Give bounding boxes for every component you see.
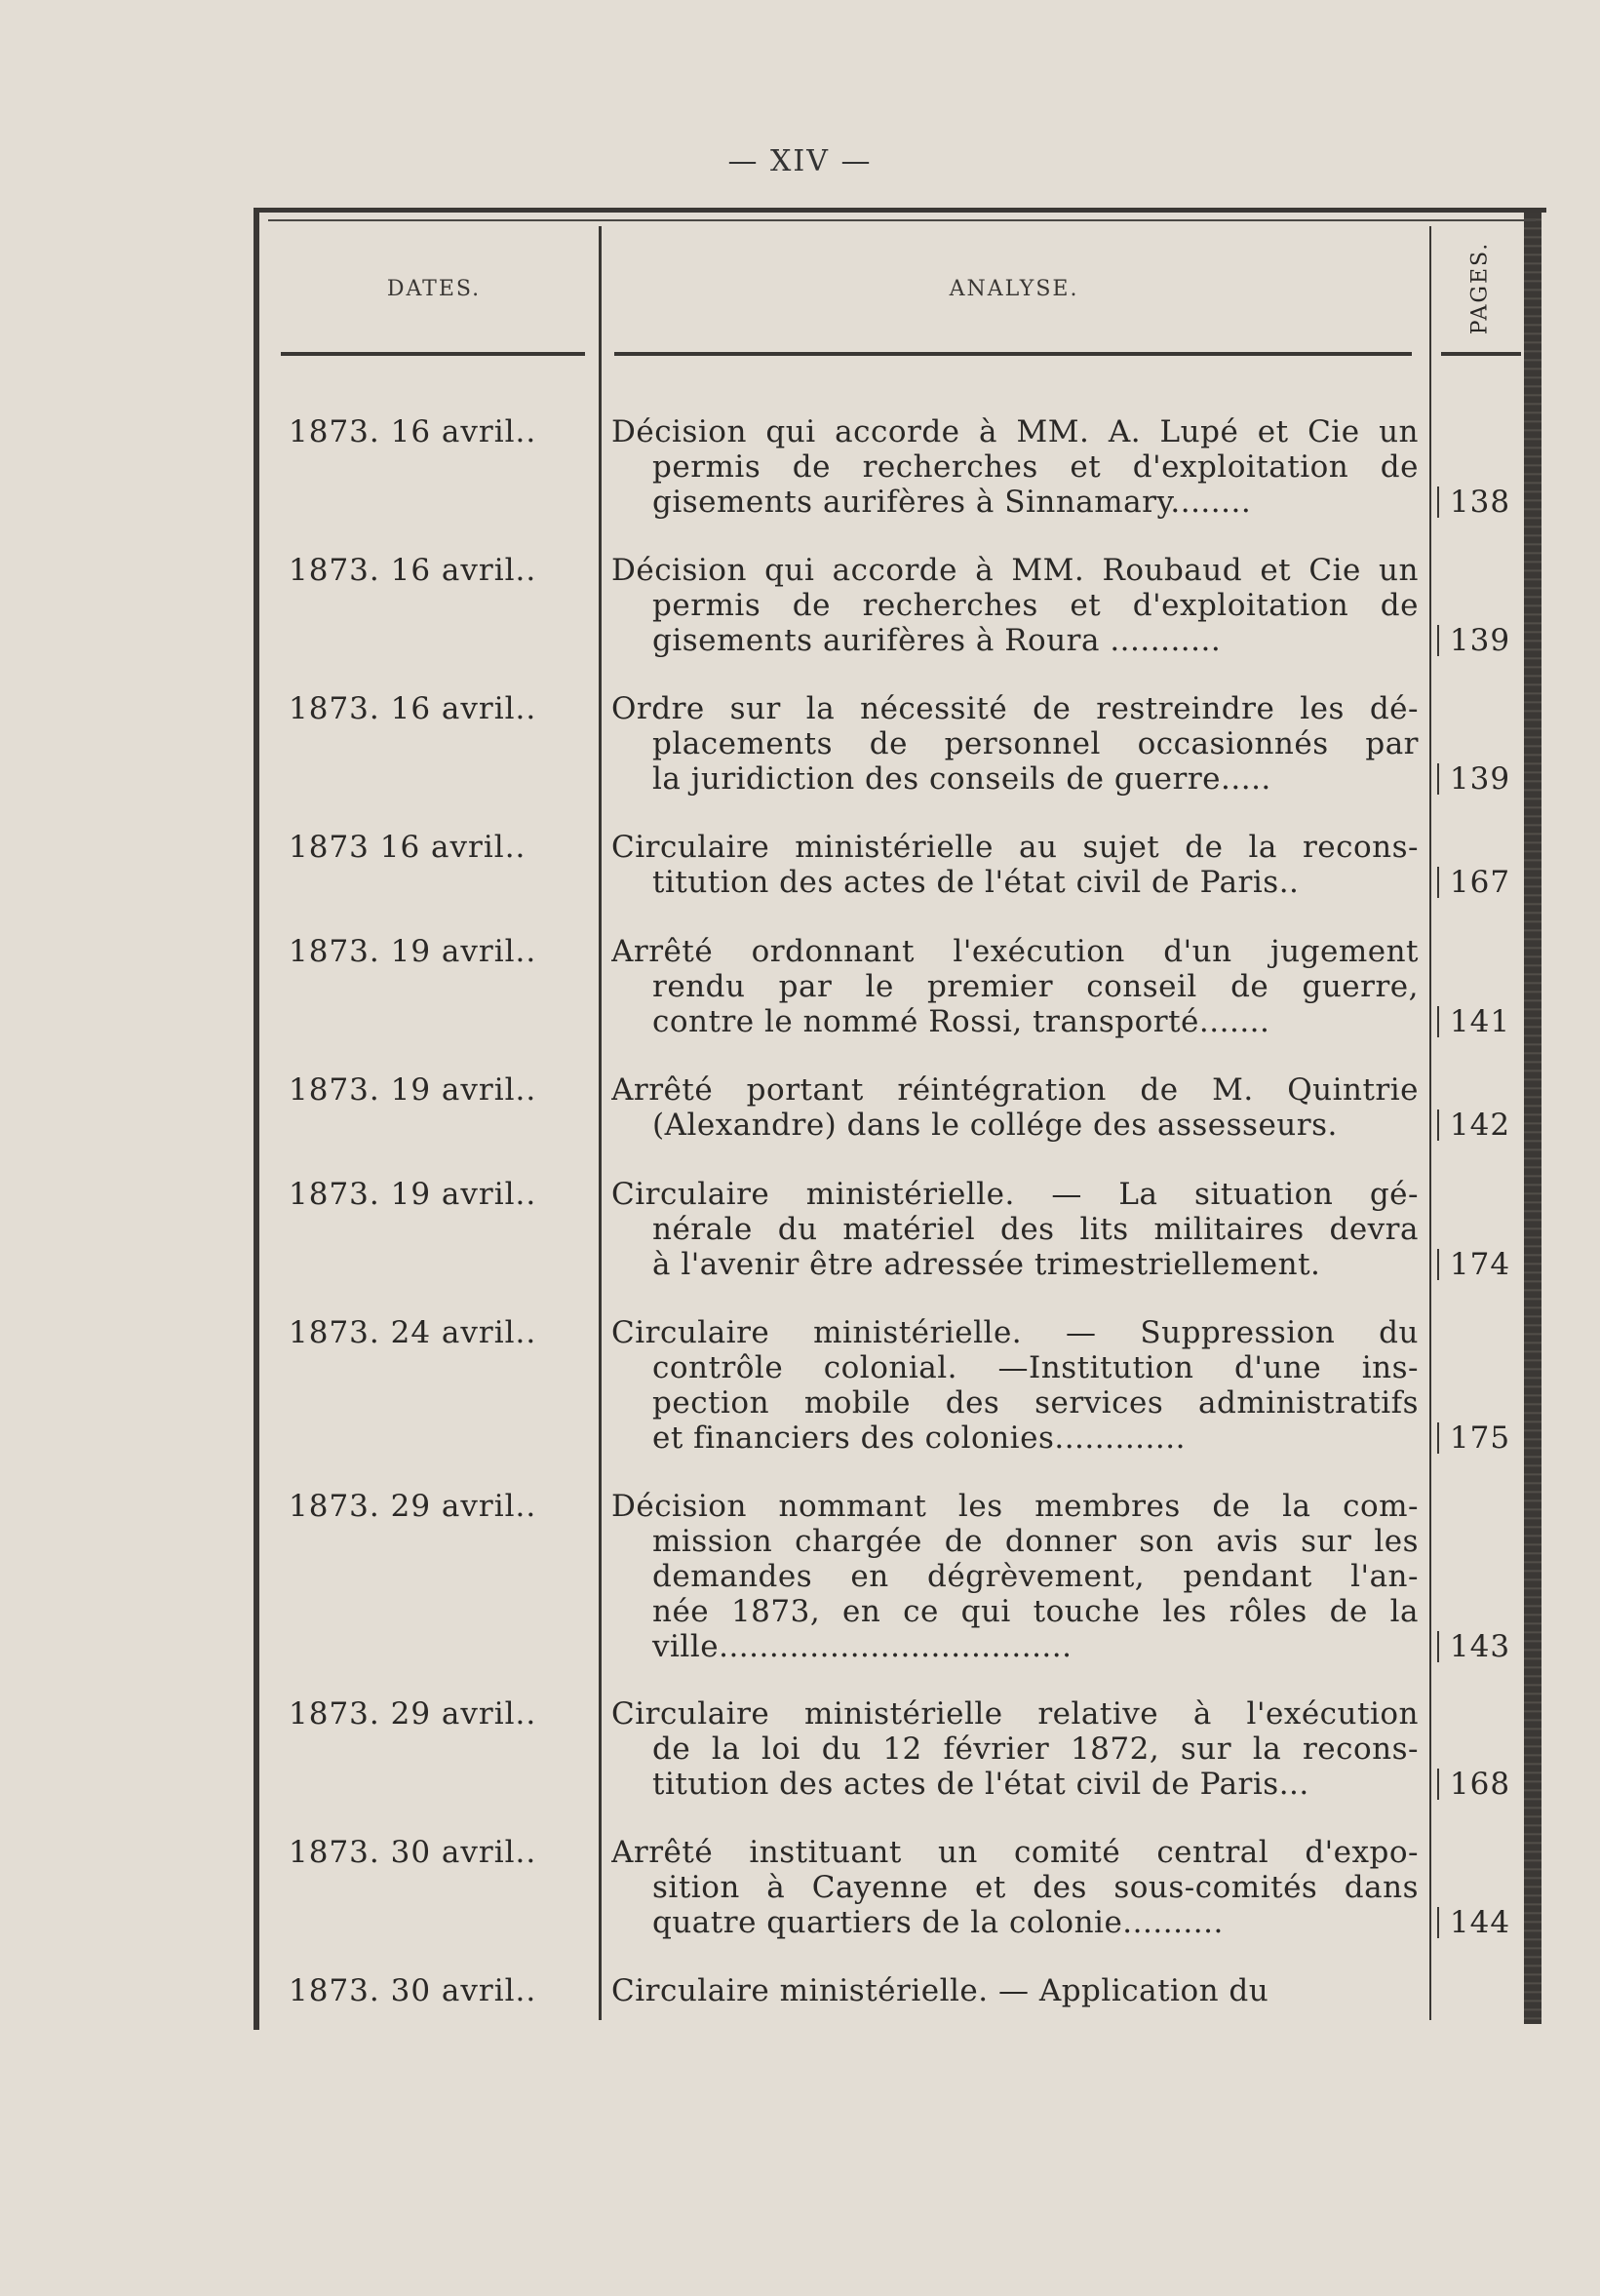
entry-date: 1873. 29 avril.. xyxy=(289,1489,537,1524)
analysis-line: Circulaire ministérielle. — Application du xyxy=(611,1973,1269,2008)
analysis-line: ville................................... xyxy=(652,1629,1073,1664)
analysis-line: contre le nommé Rossi, transporté....... xyxy=(652,1004,1270,1039)
entry-page-number: 139 xyxy=(1443,623,1517,658)
analysis-line: Circulaire ministérielle relative à l'exécution xyxy=(611,1696,1419,1732)
entry-page-number: 175 xyxy=(1443,1420,1517,1456)
entry-date: 1873. 19 avril.. xyxy=(289,1072,537,1108)
entry-analysis xyxy=(611,1973,1419,2008)
analysis-line: Circulaire ministérielle. — Suppression du xyxy=(611,1315,1419,1350)
analysis-line: Circulaire ministérielle au sujet de la recons- xyxy=(611,830,1419,865)
analyse-header: ANALYSE. xyxy=(949,277,1079,301)
entry-date: 1873. 29 avril.. xyxy=(289,1696,537,1732)
analysis-line: gisements aurifères à Roura ........... xyxy=(652,623,1222,658)
analysis-line: à l'avenir être adressée trimestriellement. xyxy=(652,1247,1321,1282)
entry-analysis xyxy=(611,830,1419,900)
analysis-line: permis de recherches et d'exploitation de xyxy=(652,588,1419,623)
analysis-line: titution des actes de l'état civil de Paris.. xyxy=(652,865,1300,900)
entry-analysis xyxy=(611,414,1419,520)
dates-header: DATES. xyxy=(386,277,482,301)
entry-page-number: 144 xyxy=(1443,1905,1517,1940)
entry-analysis xyxy=(611,1072,1419,1143)
analysis-line: la juridiction des conseils de guerre..... xyxy=(652,761,1271,797)
analysis-line: contrôle colonial. —Institution d'une ins- xyxy=(652,1350,1419,1385)
analysis-line: sition à Cayenne et des sous-comités dans xyxy=(652,1870,1419,1905)
entry-page-number: 141 xyxy=(1443,1004,1517,1039)
analysis-line: et financiers des colonies............. xyxy=(652,1420,1186,1456)
entry-date: 1873 16 avril.. xyxy=(289,830,527,865)
analysis-line: Arrêté instituant un comité central d'expo- xyxy=(611,1835,1419,1870)
entry-analysis xyxy=(611,1696,1419,1802)
entry-date: 1873. 16 avril.. xyxy=(289,414,537,449)
entry-date: 1873. 19 avril.. xyxy=(289,1177,537,1212)
entry-date: 1873. 19 avril.. xyxy=(289,934,537,969)
analysis-line: nérale du matériel des lits militaires devra xyxy=(652,1212,1419,1247)
column-divider-dates xyxy=(599,226,602,2020)
entry-page-number: 168 xyxy=(1443,1767,1517,1802)
entry-analysis xyxy=(611,1315,1419,1456)
analysis-line: titution des actes de l'état civil de Paris... xyxy=(652,1767,1309,1802)
analysis-line: permis de recherches et d'exploitation de xyxy=(652,449,1419,485)
pages-header-cell xyxy=(1441,229,1519,346)
entry-date: 1873. 30 avril.. xyxy=(289,1835,537,1870)
entry-analysis xyxy=(611,1835,1419,1940)
analysis-line: mission chargée de donner son avis sur les xyxy=(652,1524,1419,1559)
analysis-line: de la loi du 12 février 1872, sur la recons- xyxy=(652,1732,1419,1767)
analysis-line: Décision qui accorde à MM. A. Lupé et Cie un xyxy=(611,414,1419,449)
entry-page-number: 174 xyxy=(1443,1247,1517,1282)
analysis-line: Arrêté ordonnant l'exécution d'un jugement xyxy=(611,934,1419,969)
entry-analysis xyxy=(611,691,1419,797)
column-divider-pages xyxy=(1429,226,1431,2020)
analyse-header-underline xyxy=(614,352,1412,356)
analysis-line: rendu par le premier conseil de guerre, xyxy=(652,969,1419,1004)
analysis-line: quatre quartiers de la colonie.......... xyxy=(652,1905,1224,1940)
analysis-line: Circulaire ministérielle. — La situation gé- xyxy=(611,1177,1419,1212)
page-number: — XIV — xyxy=(727,144,873,178)
analysis-line: Décision qui accorde à MM. Roubaud et Cie un xyxy=(611,553,1419,588)
analysis-line: gisements aurifères à Sinnamary........ xyxy=(652,485,1252,520)
analysis-line: pection mobile des services administratifs xyxy=(652,1385,1419,1420)
table-right-border xyxy=(1524,213,1541,2024)
entry-analysis xyxy=(611,1489,1419,1664)
entry-analysis xyxy=(611,553,1419,658)
entry-page-number: 167 xyxy=(1443,865,1517,900)
entry-page-number: 143 xyxy=(1443,1629,1517,1664)
analysis-line: (Alexandre) dans le collége des assesseurs. xyxy=(652,1108,1338,1143)
pages-header-underline xyxy=(1441,352,1521,356)
entry-analysis xyxy=(611,934,1419,1039)
analysis-line: demandes en dégrèvement, pendant l'an- xyxy=(652,1559,1419,1594)
entry-page-number: 139 xyxy=(1443,761,1517,797)
entry-date: 1873. 30 avril.. xyxy=(289,1973,537,2008)
entry-page-number: 138 xyxy=(1443,485,1517,520)
table-inner-top-rule xyxy=(268,219,1536,221)
analysis-line: placements de personnel occasionnés par xyxy=(652,726,1419,761)
analysis-line: Arrêté portant réintégration de M. Quintrie xyxy=(611,1072,1419,1108)
pages-header: PAGES. xyxy=(1467,241,1493,334)
entry-analysis xyxy=(611,1177,1419,1282)
entry-page-number: 142 xyxy=(1443,1108,1517,1143)
entry-date: 1873. 16 avril.. xyxy=(289,553,537,588)
entry-date: 1873. 24 avril.. xyxy=(289,1315,537,1350)
analysis-line: Ordre sur la nécessité de restreindre les dé- xyxy=(611,691,1419,726)
analysis-line: Décision nommant les membres de la com- xyxy=(611,1489,1419,1524)
analysis-line: née 1873, en ce qui touche les rôles de la xyxy=(652,1594,1419,1629)
entry-date: 1873. 16 avril.. xyxy=(289,691,537,726)
dates-header-underline xyxy=(281,352,585,356)
